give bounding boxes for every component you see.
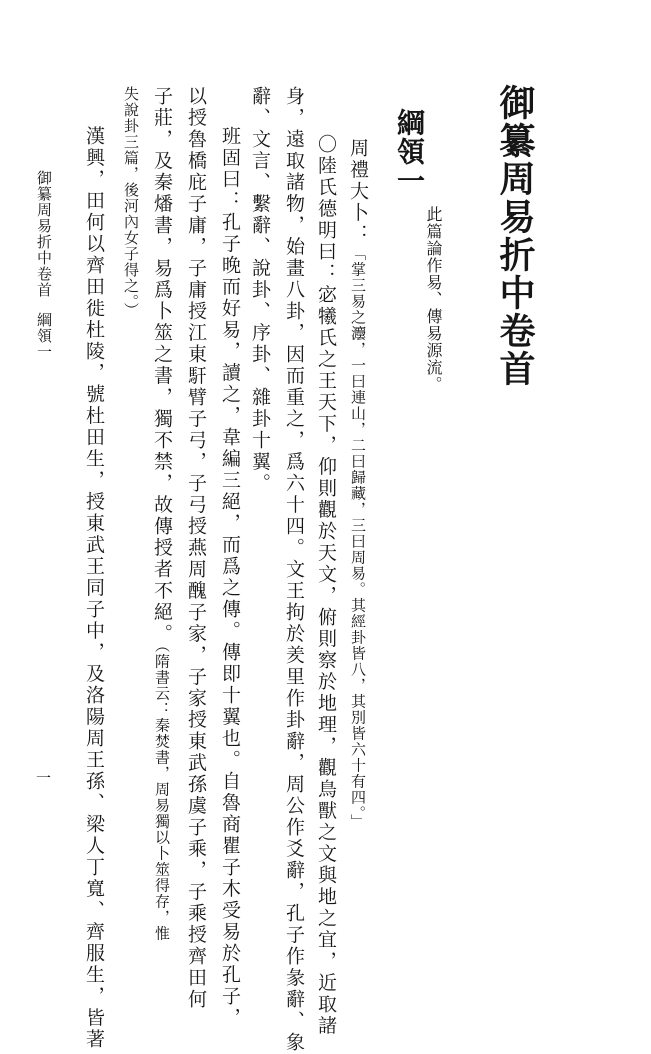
section-heading: 綱領一 xyxy=(393,108,426,195)
text-column xyxy=(348,138,367,830)
text-column xyxy=(284,86,303,1054)
text-column xyxy=(152,86,171,942)
text-column xyxy=(250,86,269,495)
column-text: 漢興，田何以齊田徙杜陵，號杜田生，授東武王同子中，及洛陽周王孫、梁人丁寬、齊服生，皆著 xyxy=(83,126,105,1051)
margin-section-label: 綱領一 xyxy=(35,312,53,360)
annotation-text: 「掌三易之灋，一曰連山，二曰歸藏，三曰周易。其經卦皆八，其別皆六十有四。」 xyxy=(349,245,367,830)
column-text: 班固曰：孔子晚而好易，讀之，韋編三絕，而爲之傳。傳即十翼也。自魯商瞿子木受易於孔子， xyxy=(219,126,241,1029)
page-number: 一 xyxy=(34,770,52,785)
margin-book-title: 御纂周易折中卷首 xyxy=(35,170,53,298)
column-text: 身，遠取諸物，始畫八卦，因而重之，爲六十四。文王拘於羑里作卦辭，周公作爻辭，孔子作彖辭、象 xyxy=(283,86,305,1054)
column-text: 子莊，及秦燔書，易爲卜筮之書，獨不禁，故傳授者不絕。 xyxy=(151,86,173,645)
section-note: 此篇論作易、傳易源流。 xyxy=(424,206,443,393)
text-column xyxy=(316,134,335,1037)
annotation-text: （隋書云：秦焚書，周易獨以卜筮得存，惟 xyxy=(153,645,171,942)
text-column xyxy=(123,86,139,319)
text-column xyxy=(84,126,103,1051)
column-text: 辭、文言、繫辭、說卦、序卦、雜卦十翼。 xyxy=(249,86,271,495)
column-text: 以授魯橋庇子庸，子庸授江東馯臂子弓，子弓授燕周醜子家，子家授東武孫虞子乘，子乘授齊田何 xyxy=(185,86,207,1011)
text-column xyxy=(186,86,205,1011)
column-text: 〇陸氏德明曰：宓犧氏之王天下，仰則觀於天文，俯則察於地理，觀鳥獸之文與地之宜，近取諸 xyxy=(315,134,337,1037)
book-title: 御纂周易折中卷首 xyxy=(494,84,536,388)
column-text: 周禮大卜： xyxy=(347,138,369,246)
text-column xyxy=(220,126,239,1029)
annotation-text: 失說卦三篇，後河內女子得之。） xyxy=(122,86,140,319)
